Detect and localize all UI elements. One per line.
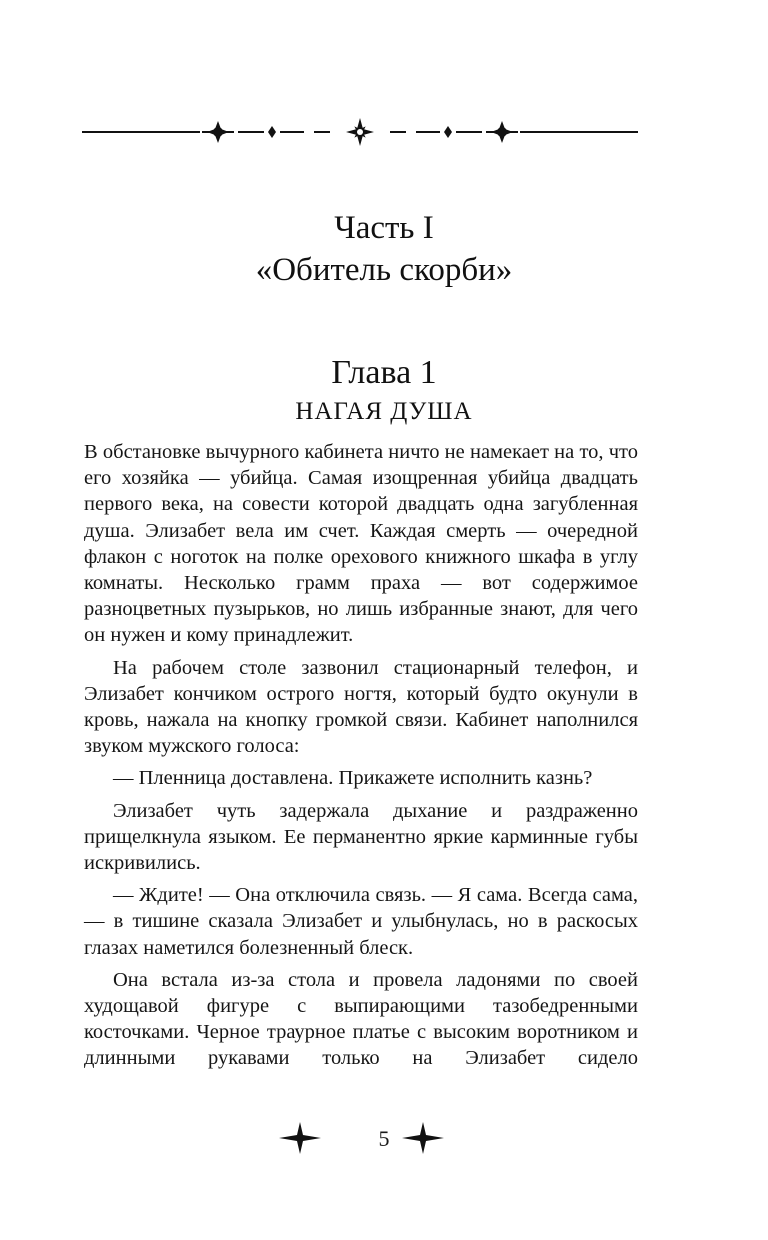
page-number: 5	[378, 1126, 390, 1151]
four-point-star-icon	[398, 1118, 448, 1158]
chapter-name: НАГАЯ ДУША	[295, 398, 473, 425]
chapter-heading	[0, 352, 768, 430]
paragraph: В обстановке вычурного кабинета ничто не намекает на то, что его хозяйка — убийца. Самая изощренная убийца двадцать первого века, на совести которой двадцать одна загубленная душа. Элизабет вела им счет. Каждая смерть — очередной флакон с ноготок на полке орехового книжного шкафа в углу комнаты. Несколько грамм праха — вот содержимое разноцветных пузырьков, но лишь избранные знают, для чего он нужен и кому принадлежит.	[84, 441, 638, 647]
body-text	[84, 439, 638, 1078]
chapter-number: Глава 1	[331, 354, 437, 391]
paragraph: — Пленница доставлена. Прикажете исполнить казнь?	[113, 767, 593, 790]
paragraph: На рабочем столе зазвонил стационарный телефон, и Элизабет кончиком острого ногтя, который будто окунули в кровь, нажала на кнопку громкой связи. Кабинет наполнился звуком мужского голоса:	[84, 656, 638, 758]
paragraph: — Ждите! — Она отключила связь. — Я сама. Всегда сама, — в тишине сказала Элизабет и улыбнулась, но в раскосых глазах наметился болезненный блеск.	[84, 884, 638, 959]
paragraph: Элизабет чуть задержала дыхание и раздраженно прищелкнула языком. Ее перманентно яркие карминные губы искривились.	[84, 799, 638, 875]
ornamental-divider-icon	[82, 112, 638, 152]
part-number: Часть I	[334, 210, 434, 246]
paragraph: Она встала из-за стола и провела ладонями по своей худощавой фигуре с выпирающими тазобедренными косточками. Черное траурное платье с высоким воротником и длинными рукавами только на Элизабет сидело	[84, 968, 638, 1070]
part-name: «Обитель скорби»	[255, 252, 513, 288]
page-footer	[0, 1116, 768, 1166]
part-title	[0, 207, 768, 291]
